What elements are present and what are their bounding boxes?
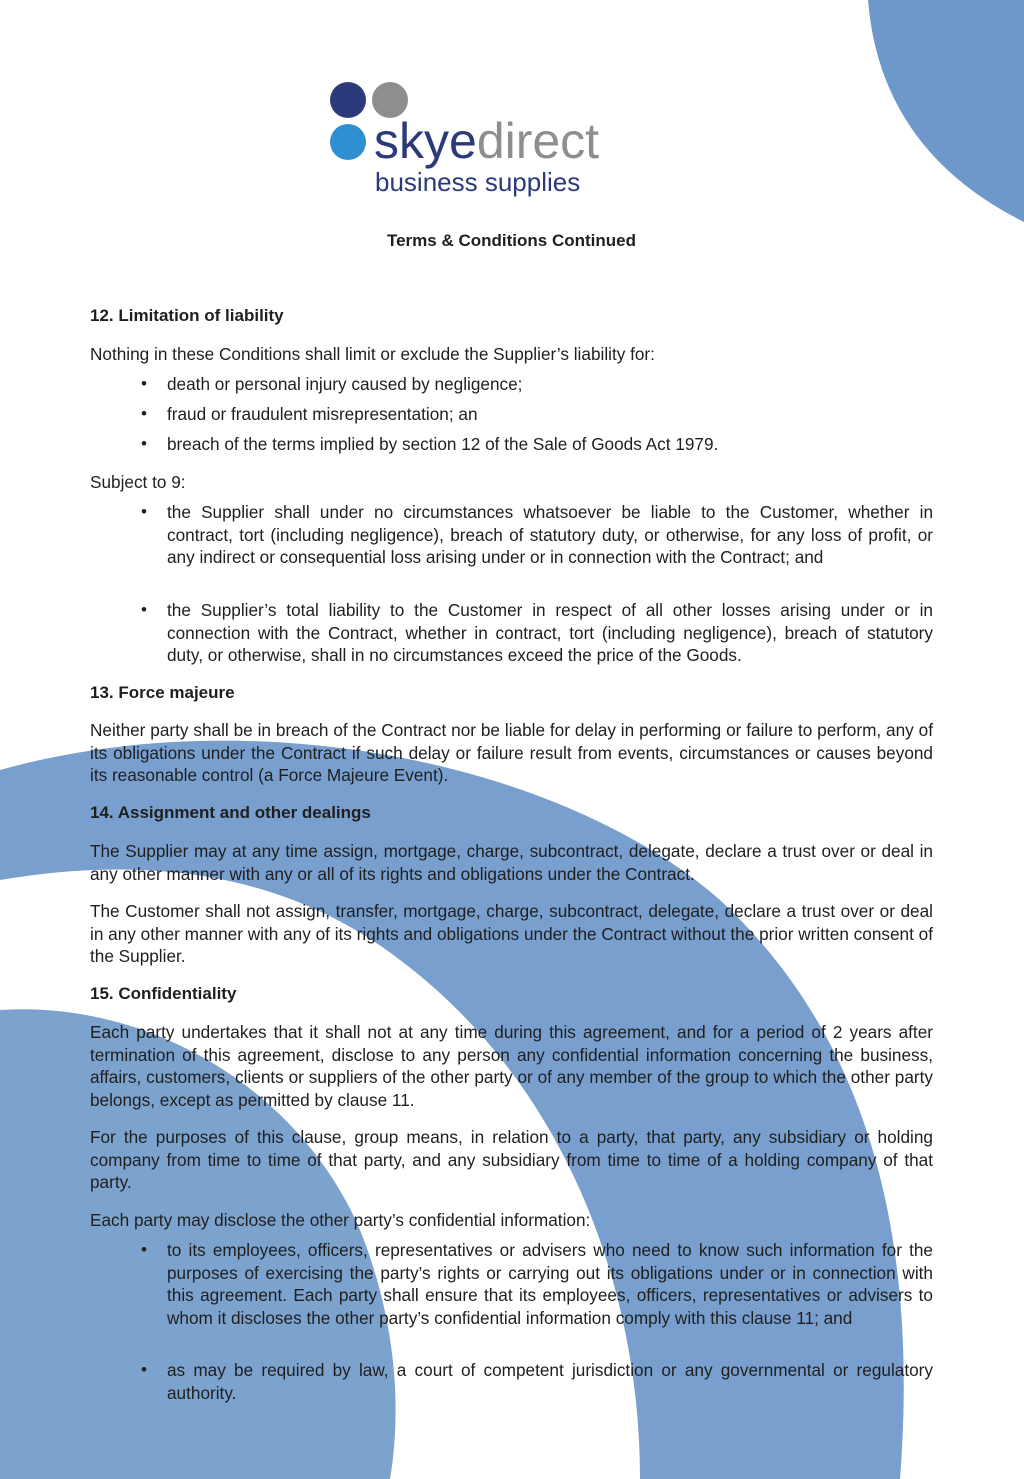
section-15-para1: Each party undertakes that it shall not at any time during this agreement, and for a period of 2 years after termination of this agreement, disclose to any person any confidential information concerning the business, affairs, customers, clients or suppliers of the other party or of any member of the group to which the other party belongs, except as permitted by clause 11. [90,1022,933,1110]
logo-dot-navy [330,82,366,118]
bullet-icon: • [141,374,147,393]
bullet-icon: • [141,600,147,619]
list-item: • the Supplier shall under no circumstances whatsoever be liable to the Customer, whether in contract, tort (including negligence), breach of statutory duty, or otherwise, for any loss of profit, or any indirect or consequential loss arising under or in connection with the Contract; and [141,502,933,568]
section-14-heading: 14. Assignment and other dealings [90,803,371,822]
list-item: • to its employees, officers, representatives or advisers who need to know such information for the purposes of exercising the party’s rights or carrying out its obligations under or in connection with this agreement. Each party shall ensure that its employees, officers, representatives or advisers to whom it discloses the other party’s confidential information comply with this clause 11; and [141,1240,933,1328]
page-title: Terms & Conditions Continued [386,231,636,250]
list-item: • breach of the terms implied by section 12 of the Sale of Goods Act 1979. [141,434,719,454]
section-14-para2: The Customer shall not assign, transfer, mortgage, charge, subcontract, delegate, declare a trust over or deal in any other manner with any of its rights and obligations under the Contract without the prior written consent of the Supplier. [90,901,933,967]
bullet-icon: • [141,404,147,423]
bullet-icon: • [141,1360,147,1379]
logo-wordmark: skyedirect [374,113,600,169]
top-right-crescent [868,0,1024,222]
section-15-para2: For the purposes of this clause, group means, in relation to a party, that party, any subsidiary or holding company from time to time of that party, and any subsidiary from time to time of a holding company of that party. [90,1127,933,1193]
section-15-heading: 15. Confidentiality [90,984,237,1003]
section-12-intro: Nothing in these Conditions shall limit or exclude the Supplier’s liability for: [90,344,655,364]
bullet-icon: • [141,434,147,453]
section-13-body: Neither party shall be in breach of the Contract nor be liable for delay in performing or failure to perform, any of its obligations under the Contract if such delay or failure result from events, circumstances or causes beyond its reasonable control (a Force Majeure Event). [90,720,933,786]
list-item: • the Supplier’s total liability to the Customer in respect of all other losses arising under or in connection with the Contract, whether in contract, tort (including negligence), breach of statutory duty, or otherwise, shall in no circumstances exceed the price of the Goods. [141,600,933,666]
logo-dot-blue [330,124,366,160]
skyedirect-logo [328,80,668,200]
list-item: • fraud or fraudulent misrepresentation; an [141,404,478,424]
list-item: • death or personal injury caused by negligence; [141,374,523,394]
section-14-para1: The Supplier may at any time assign, mortgage, charge, subcontract, delegate, declare a trust over or deal in any other manner with any or all of its rights and obligations under the Contract. [90,841,933,884]
section-15-para3: Each party may disclose the other party’s confidential information: [90,1210,591,1230]
list-item: • as may be required by law, a court of competent jurisdiction or any governmental or regulatory authority. [141,1360,933,1403]
bullet-icon: • [141,502,147,521]
section-12-heading: 12. Limitation of liability [90,306,284,325]
bullet-icon: • [141,1240,147,1259]
section-13-heading: 13. Force majeure [90,683,235,702]
section-12-subject: Subject to 9: [90,472,186,492]
logo-tagline: business supplies [375,167,581,197]
